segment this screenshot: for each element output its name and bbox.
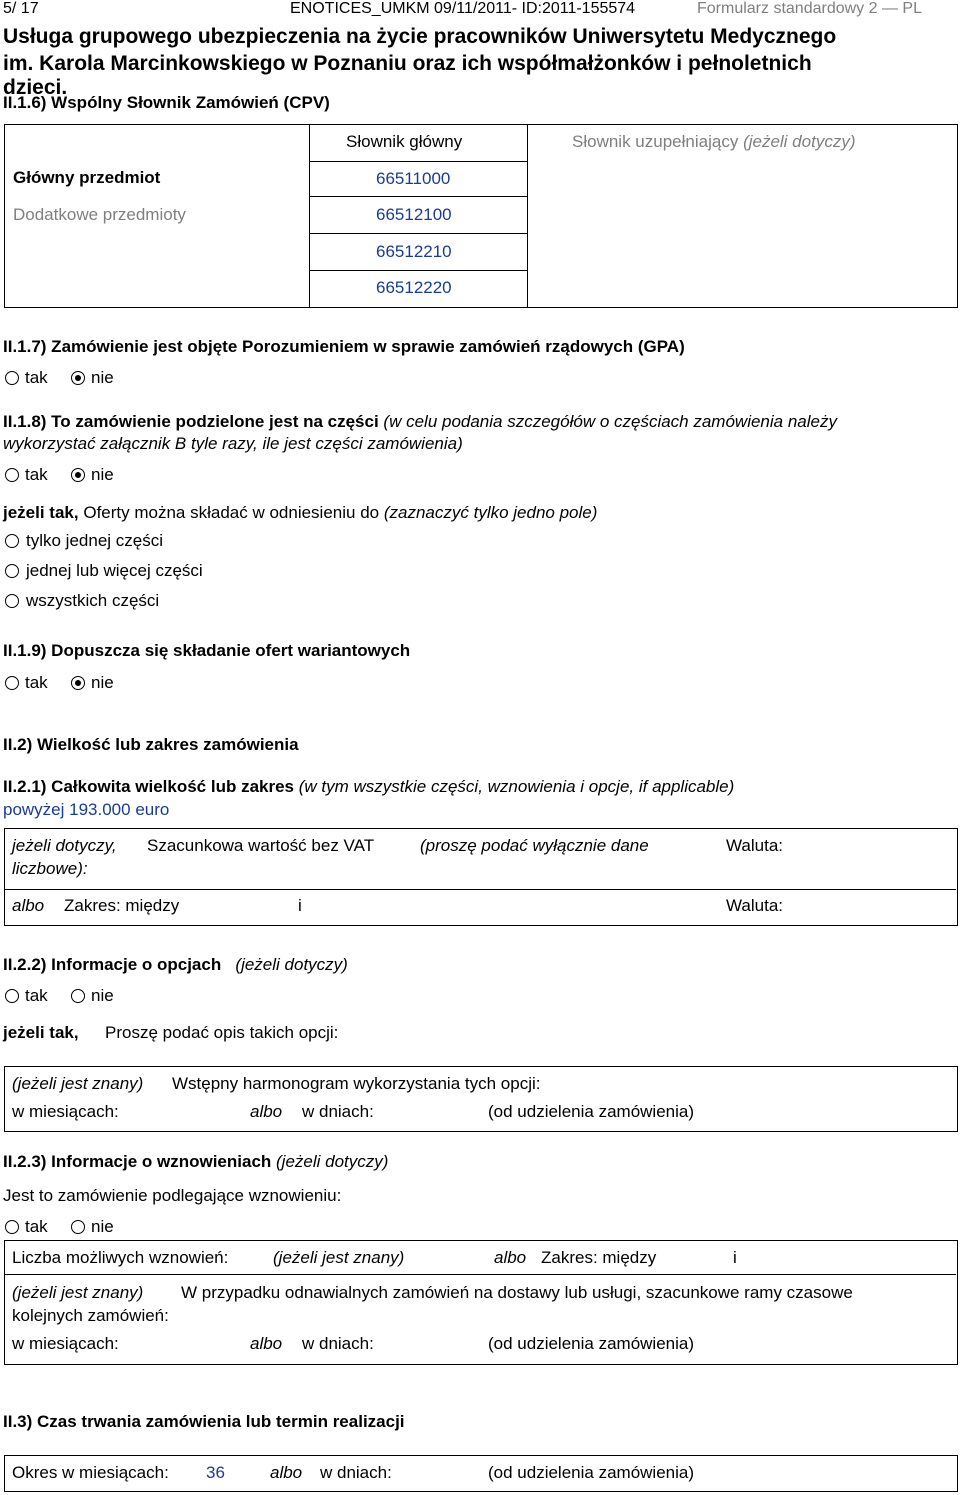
renewals-and: i xyxy=(733,1248,737,1267)
parts-offers-text: jeżeli tak, Oferty można składać w odniesieniu do (zaznaczyć tylko jedno pole) xyxy=(3,503,598,522)
duration-from-award: (od udzielenia zamówienia) xyxy=(488,1463,695,1482)
options-or: albo xyxy=(250,1102,283,1121)
cpv-code: 66512100 xyxy=(376,205,452,224)
variants-yes-radio[interactable] xyxy=(5,676,19,690)
scope-estimate-note: (proszę podać wyłącznie dane xyxy=(420,836,649,855)
renewals-no-label: nie xyxy=(91,1217,114,1236)
renewals-desc-line1: W przypadku odnawialnych zamówień na dostawy lub usługi, szacunkowe ramy czasowe xyxy=(181,1283,853,1302)
options-describe: Proszę podać opis takich opcji: xyxy=(105,1023,339,1042)
scope-estimate-note2: liczbowe): xyxy=(12,859,88,878)
options-heading: II.2.2) Informacje o opcjach (jeżeli dotyczy) xyxy=(3,955,348,974)
notice-title-line1: Usługa grupowego ubezpieczenia na życie pracowników Uniwersytetu Medycznego xyxy=(3,25,837,48)
offers-option-radio[interactable] xyxy=(5,534,19,548)
options-yes-radio[interactable] xyxy=(5,989,19,1003)
options-yes-label: tak xyxy=(25,986,48,1005)
renewals-box-note: (jeżeli jest znany) xyxy=(12,1283,144,1302)
renewals-yes-label: tak xyxy=(25,1217,48,1236)
form-name: Formularz standardowy 2 — PL xyxy=(697,0,922,17)
offers-option-radio[interactable] xyxy=(5,594,19,608)
options-if-yes: jeżeli tak, xyxy=(3,1023,79,1042)
variants-no-label: nie xyxy=(91,673,114,692)
duration-months-label: Okres w miesiącach: xyxy=(12,1463,169,1482)
options-days: w dniach: xyxy=(302,1102,374,1121)
scope-and: i xyxy=(298,896,302,915)
scope-or: albo xyxy=(12,896,45,915)
renewals-yes-radio[interactable] xyxy=(5,1220,19,1234)
renewals-months: w miesiącach: xyxy=(12,1334,119,1353)
parts-yes-label: tak xyxy=(25,465,48,484)
gpa-yes-label: tak xyxy=(25,368,48,387)
gpa-no-label: nie xyxy=(91,368,114,387)
options-months: w miesiącach: xyxy=(12,1102,119,1121)
renewals-heading: II.2.3) Informacje o wznowieniach (jeżeli dotyczy) xyxy=(3,1152,389,1171)
cpv-col-supp: Słownik uzupełniający (jeżeli dotyczy) xyxy=(572,132,856,151)
scope-subheading: II.2.1) Całkowita wielkość lub zakres (w tym wszystkie części, wznowienia i opcje, if applicable) xyxy=(3,777,735,796)
scope-value: powyżej 193.000 euro xyxy=(3,800,170,819)
page-number: 5/ 17 xyxy=(3,0,39,17)
parts-no-label: nie xyxy=(91,465,114,484)
offers-option-label: wszystkich części xyxy=(26,591,160,610)
variants-no-radio[interactable] xyxy=(71,676,85,690)
gpa-no-radio[interactable] xyxy=(71,371,85,385)
offers-option-radio[interactable] xyxy=(5,564,19,578)
scope-heading: II.2) Wielkość lub zakres zamówienia xyxy=(3,735,299,754)
notice-id: ENOTICES_UMKM 09/11/2011- ID:2011-155574 xyxy=(290,0,636,17)
offers-option-label: jednej lub więcej części xyxy=(26,561,203,580)
parts-yes-radio[interactable] xyxy=(5,468,19,482)
offers-option-label: tylko jednej części xyxy=(26,531,164,550)
gpa-yes-radio[interactable] xyxy=(5,371,19,385)
parts-note: wykorzystać załącznik B tyle razy, ile jest części zamówienia) xyxy=(3,434,463,453)
duration-or: albo xyxy=(270,1463,303,1482)
renewals-or2: albo xyxy=(250,1334,283,1353)
scope-currency2: Waluta: xyxy=(726,896,784,915)
variants-yes-label: tak xyxy=(25,673,48,692)
options-box-label: Wstępny harmonogram wykorzystania tych opcji: xyxy=(172,1074,541,1093)
renewals-question: Jest to zamówienie podlegające wznowieniu: xyxy=(3,1186,342,1205)
duration-months-value: 36 xyxy=(206,1463,225,1482)
duration-heading: II.3) Czas trwania zamówienia lub termin realizacji xyxy=(3,1412,405,1431)
duration-days: w dniach: xyxy=(320,1463,392,1482)
scope-range-label: Zakres: między xyxy=(64,896,180,915)
variants-heading: II.1.9) Dopuszcza się składanie ofert wariantowych xyxy=(3,641,411,660)
cpv-heading: II.1.6) Wspólny Słownik Zamówień (CPV) xyxy=(3,93,330,112)
notice-title-line3: dzieci. xyxy=(3,76,68,99)
options-from-award: (od udzielenia zamówienia) xyxy=(488,1102,695,1121)
renewals-from-award: (od udzielenia zamówienia) xyxy=(488,1334,695,1353)
renewals-or: albo xyxy=(494,1248,527,1267)
gpa-heading: II.1.7) Zamówienie jest objęte Porozumieniem w sprawie zamówień rządowych (GPA) xyxy=(3,337,685,356)
renewals-count-label: Liczba możliwych wznowień: xyxy=(12,1248,229,1267)
renewals-no-radio[interactable] xyxy=(71,1220,85,1234)
cpv-code: 66511000 xyxy=(376,169,451,188)
options-box-note: (jeżeli jest znany) xyxy=(12,1074,144,1093)
parts-no-radio[interactable] xyxy=(71,468,85,482)
scope-if-applicable: jeżeli dotyczy, xyxy=(12,836,117,855)
renewals-days: w dniach: xyxy=(302,1334,374,1353)
notice-title-line2: im. Karola Marcinkowskiego w Poznaniu oraz ich współmałżonków i pełnoletnich xyxy=(3,52,812,75)
cpv-col-main: Słownik główny xyxy=(346,132,463,151)
renewals-count-note: (jeżeli jest znany) xyxy=(273,1248,405,1267)
renewals-range-label: Zakres: między xyxy=(541,1248,657,1267)
options-no-label: nie xyxy=(91,986,114,1005)
parts-heading: II.1.8) To zamówienie podzielone jest na części (w celu podania szczegółów o częściach zamówienia należy xyxy=(3,412,837,431)
renewals-desc-line2: kolejnych zamówień: xyxy=(12,1306,169,1325)
cpv-row-main: Główny przedmiot xyxy=(13,168,161,187)
options-no-radio[interactable] xyxy=(71,989,85,1003)
cpv-code: 66512220 xyxy=(376,278,452,297)
cpv-code: 66512210 xyxy=(376,242,452,261)
scope-currency: Waluta: xyxy=(726,836,784,855)
cpv-row-extra: Dodatkowe przedmioty xyxy=(13,205,186,224)
scope-estimate-label: Szacunkowa wartość bez VAT xyxy=(147,836,375,855)
